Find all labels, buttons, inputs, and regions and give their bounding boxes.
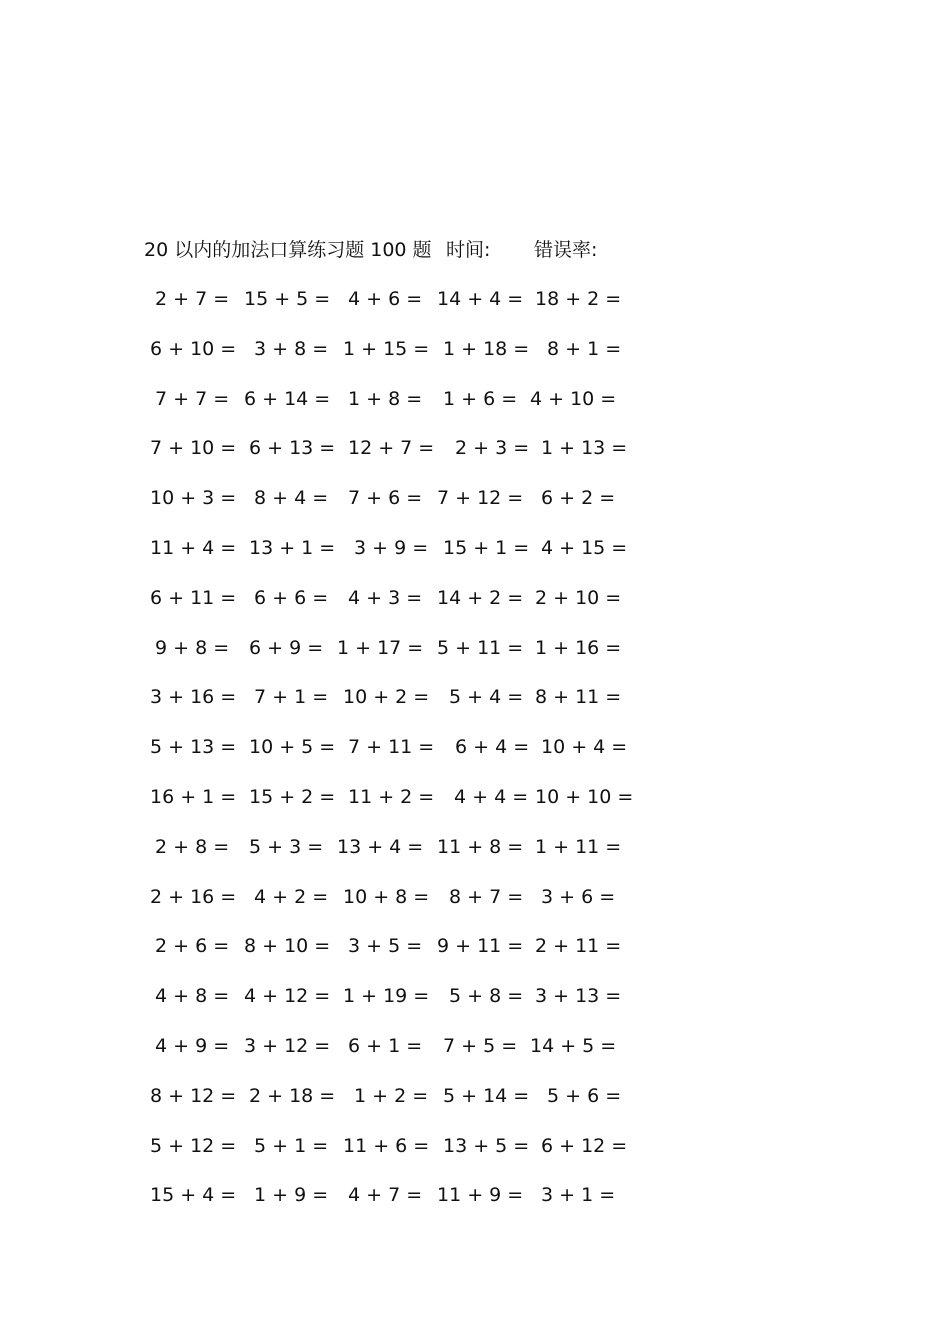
addition-problem: 7 + 5 = (443, 1035, 518, 1057)
addition-problem: 10 + 8 = (343, 885, 430, 908)
addition-problem: 5 + 14 = (443, 1084, 530, 1107)
addition-problem: 6 + 6 = (254, 586, 329, 609)
addition-problem: 10 + 5 = (249, 736, 336, 759)
addition-problem: 8 + 4 = (254, 487, 329, 510)
addition-problem: 14 + 2 = (437, 586, 524, 609)
addition-problem: 13 + 4 = (337, 835, 424, 858)
problem-row (0, 433, 950, 463)
problem-row (0, 284, 950, 314)
addition-problem: 10 + 4 = (541, 736, 628, 759)
addition-problem: 4 + 3 = (348, 586, 423, 609)
addition-problem: 16 + 1 = (150, 786, 237, 808)
addition-problem: 11 + 9 = (437, 1184, 524, 1207)
problem-row (0, 1180, 950, 1210)
time-label: 时间: (446, 239, 491, 261)
addition-problem: 11 + 6 = (343, 1134, 430, 1157)
addition-problem: 1 + 16 = (535, 636, 622, 659)
addition-problem: 2 + 18 = (249, 1084, 336, 1107)
addition-problem: 3 + 9 = (354, 537, 429, 559)
addition-problem: 6 + 13 = (249, 437, 336, 460)
addition-problem: 2 + 7 = (155, 288, 230, 310)
addition-problem: 6 + 12 = (541, 1134, 628, 1157)
addition-problem: 1 + 6 = (443, 387, 518, 410)
problem-row (0, 882, 950, 912)
addition-problem: 18 + 2 = (535, 288, 622, 310)
addition-problem: 11 + 4 = (150, 537, 237, 559)
addition-problem: 4 + 9 = (155, 1035, 230, 1057)
addition-problem: 5 + 13 = (150, 736, 237, 759)
addition-problem: 1 + 9 = (254, 1184, 329, 1207)
addition-problem: 10 + 3 = (150, 487, 237, 510)
addition-problem: 2 + 3 = (455, 437, 530, 460)
addition-problem: 6 + 14 = (244, 387, 331, 410)
addition-problem: 5 + 11 = (437, 636, 524, 659)
problem-row (0, 483, 950, 513)
addition-problem: 12 + 7 = (348, 437, 435, 460)
problem-row (0, 1131, 950, 1161)
addition-problem: 1 + 2 = (354, 1084, 429, 1107)
problem-row (0, 1031, 950, 1061)
addition-problem: 6 + 4 = (455, 736, 530, 759)
addition-problem: 8 + 1 = (547, 337, 622, 360)
addition-problem: 5 + 6 = (547, 1084, 622, 1107)
addition-problem: 3 + 16 = (150, 686, 237, 709)
addition-problem: 3 + 8 = (254, 337, 329, 360)
addition-problem: 5 + 4 = (449, 686, 524, 709)
problem-row (0, 1081, 950, 1111)
addition-problem: 9 + 11 = (437, 935, 524, 958)
problem-row (0, 782, 950, 812)
addition-problem: 3 + 6 = (541, 885, 616, 908)
addition-problem: 10 + 2 = (343, 686, 430, 709)
addition-problem: 6 + 11 = (150, 586, 237, 609)
problem-row (0, 334, 950, 364)
addition-problem: 14 + 5 = (530, 1035, 617, 1057)
addition-problem: 6 + 1 = (348, 1035, 423, 1057)
addition-problem: 5 + 1 = (254, 1134, 329, 1157)
addition-problem: 4 + 12 = (244, 985, 331, 1008)
problem-row (0, 384, 950, 414)
problem-row (0, 633, 950, 663)
addition-problem: 15 + 4 = (150, 1184, 237, 1207)
problem-row (0, 732, 950, 762)
addition-problem: 10 + 10 = (535, 786, 634, 808)
addition-problem: 11 + 2 = (348, 786, 435, 808)
addition-problem: 5 + 3 = (249, 835, 324, 858)
addition-problem: 1 + 13 = (541, 437, 628, 460)
addition-problem: 6 + 2 = (541, 487, 616, 510)
addition-problem: 4 + 15 = (541, 537, 628, 559)
addition-problem: 7 + 1 = (254, 686, 329, 709)
addition-problem: 2 + 8 = (155, 835, 230, 858)
addition-problem: 7 + 10 = (150, 437, 237, 460)
problem-row (0, 682, 950, 712)
problem-row (0, 931, 950, 961)
addition-problem: 1 + 17 = (337, 636, 424, 659)
addition-problem: 3 + 13 = (535, 985, 622, 1008)
addition-problem: 4 + 6 = (348, 288, 423, 310)
addition-problem: 7 + 6 = (348, 487, 423, 510)
addition-problem: 15 + 1 = (443, 537, 530, 559)
addition-problem: 15 + 2 = (249, 786, 336, 808)
addition-problem: 13 + 5 = (443, 1134, 530, 1157)
addition-problem: 1 + 18 = (443, 337, 530, 360)
error-rate-label: 错误率: (534, 239, 598, 261)
addition-problem: 3 + 1 = (541, 1184, 616, 1207)
addition-problem: 1 + 11 = (535, 835, 622, 858)
addition-problem: 15 + 5 = (244, 288, 331, 310)
problem-row (0, 832, 950, 862)
problem-row (0, 583, 950, 613)
addition-problem: 7 + 11 = (348, 736, 435, 759)
addition-problem: 8 + 10 = (244, 935, 331, 958)
addition-problem: 3 + 5 = (348, 935, 423, 958)
addition-problem: 2 + 11 = (535, 935, 622, 958)
addition-problem: 2 + 16 = (150, 885, 237, 908)
addition-problem: 4 + 10 = (530, 387, 617, 410)
addition-problem: 1 + 19 = (343, 985, 430, 1008)
worksheet-title: 20 以内的加法口算练习题 100 题 (144, 239, 432, 261)
addition-problem: 2 + 6 = (155, 935, 230, 958)
addition-problem: 8 + 11 = (535, 686, 622, 709)
addition-problem: 1 + 15 = (343, 337, 430, 360)
addition-problem: 6 + 9 = (249, 636, 324, 659)
addition-problem: 9 + 8 = (155, 636, 230, 659)
addition-problem: 2 + 10 = (535, 586, 622, 609)
addition-problem: 11 + 8 = (437, 835, 524, 858)
addition-problem: 6 + 10 = (150, 337, 237, 360)
addition-problem: 14 + 4 = (437, 288, 524, 310)
addition-problem: 7 + 7 = (155, 387, 230, 410)
addition-problem: 4 + 4 = (454, 786, 529, 808)
addition-problem: 4 + 2 = (254, 885, 329, 908)
addition-problem: 1 + 8 = (348, 387, 423, 410)
addition-problem: 3 + 12 = (244, 1035, 331, 1057)
addition-problem: 8 + 12 = (150, 1084, 237, 1107)
addition-problem: 5 + 8 = (449, 985, 524, 1008)
problem-row (0, 981, 950, 1011)
addition-problem: 13 + 1 = (249, 537, 336, 559)
addition-problem: 7 + 12 = (437, 487, 524, 510)
addition-problem: 5 + 12 = (150, 1134, 237, 1157)
addition-problem: 8 + 7 = (449, 885, 524, 908)
problem-row (0, 533, 950, 563)
addition-problem: 4 + 7 = (348, 1184, 423, 1207)
addition-problem: 4 + 8 = (155, 985, 230, 1008)
